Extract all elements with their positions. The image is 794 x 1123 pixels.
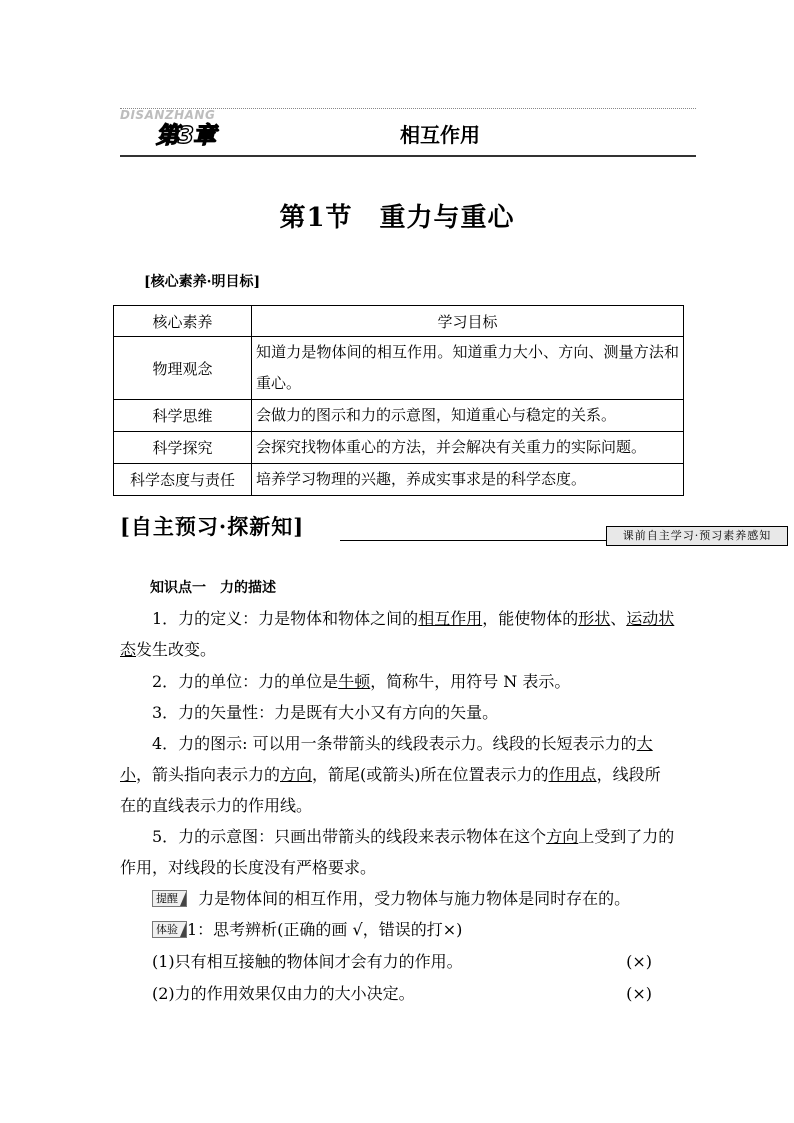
- table-row: [114, 400, 684, 432]
- chapter-title: 相互作用: [400, 123, 480, 147]
- preview-rule: [340, 540, 606, 541]
- table-cell-literacy: 科学态度与责任: [114, 464, 252, 496]
- table-header-row: [114, 306, 684, 337]
- literacy-goals-table: [113, 305, 684, 496]
- experience-prompt: [152, 914, 692, 945]
- answer-blank: 方向: [546, 827, 579, 846]
- table-row: [114, 464, 684, 496]
- header-rule: [120, 155, 696, 157]
- table-header: 学习目标: [252, 306, 684, 337]
- judgement-item-2: (2)力的作用效果仅由力的大小决定。 (×): [152, 978, 652, 1009]
- judgement-answer: (×): [626, 952, 652, 971]
- item-3: 3．力的矢量性：力是既有大小又有方向的矢量。: [152, 703, 499, 722]
- answer-blank: 相互作用: [418, 609, 483, 628]
- answer-blank: 运动状态: [120, 609, 675, 659]
- table-cell-literacy: 科学探究: [114, 432, 252, 464]
- preview-banner: [自主预习·探新知]: [120, 514, 305, 539]
- table-cell-goal: 会做力的图示和力的示意图，知道重心与稳定的关系。: [252, 400, 684, 432]
- answer-blank: 大小: [120, 734, 653, 784]
- answer-blank: 牛顿: [338, 672, 371, 691]
- reminder: [152, 883, 692, 914]
- chapter-label: 第3章: [156, 123, 216, 149]
- judgement-answer: (×): [626, 984, 652, 1003]
- table-cell-literacy: 科学思维: [114, 400, 252, 432]
- item-4: 4．力的图示: 可以用一条带箭头的线段表示力。线段的长短表示力的大小，箭头指向表示力的方向，箭尾(或箭头)所在位置表示力的作用点，线段所在的直线表示力的作用线。: [120, 734, 661, 815]
- item-5: 5．力的示意图：只画出带箭头的线段来表示物体在这个方向上受到了力的作用，对线段的长度没有严格要求。: [120, 827, 675, 877]
- judgement-item-1: (1)只有相互接触的物体间才会有力的作用。 (×): [152, 946, 652, 977]
- table-row: [114, 337, 684, 400]
- section-title: 第1节 重力与重心: [279, 203, 515, 233]
- reminder-text: 力是物体间的相互作用，受力物体与施力物体是同时存在的。: [198, 889, 631, 908]
- item-2: 2．力的单位：力的单位是牛顿，简称牛，用符号 N 表示。: [152, 672, 571, 691]
- table-cell-literacy: 物理观念: [114, 337, 252, 400]
- table-cell-goal: 会探究找物体重心的方法，并会解决有关重力的实际问题。: [252, 432, 684, 464]
- preview-tag: 课前自主学习·预习素养感知: [606, 526, 788, 546]
- chapter-pinyin: DISANZHANG: [120, 108, 216, 122]
- table-cell-goal: 知道力是物体间的相互作用。知道重力大小、方向、测量方法和重心。: [252, 337, 684, 400]
- knowledge-point-heading: 知识点一 力的描述: [150, 580, 276, 596]
- answer-blank: 形状: [578, 609, 611, 628]
- item-1: 1．力的定义：力是物体和物体之间的相互作用，能使物体的形状、运动状态发生改变。: [120, 609, 675, 659]
- experience-prompt-text: 1：思考辨析(正确的画 √，错误的打×): [187, 920, 463, 939]
- answer-blank: 作用点: [548, 765, 597, 784]
- reminder-tag: 提醒: [152, 890, 187, 907]
- table-row: [114, 432, 684, 464]
- table-cell-goal: 培养学习物理的兴趣，养成实事求是的科学态度。: [252, 464, 684, 496]
- experience-tag: 体验: [152, 921, 187, 938]
- table-header: 核心素养: [114, 306, 252, 337]
- answer-blank: 方向: [280, 765, 313, 784]
- core-literacy-heading: [核心素养·明目标]: [144, 274, 261, 290]
